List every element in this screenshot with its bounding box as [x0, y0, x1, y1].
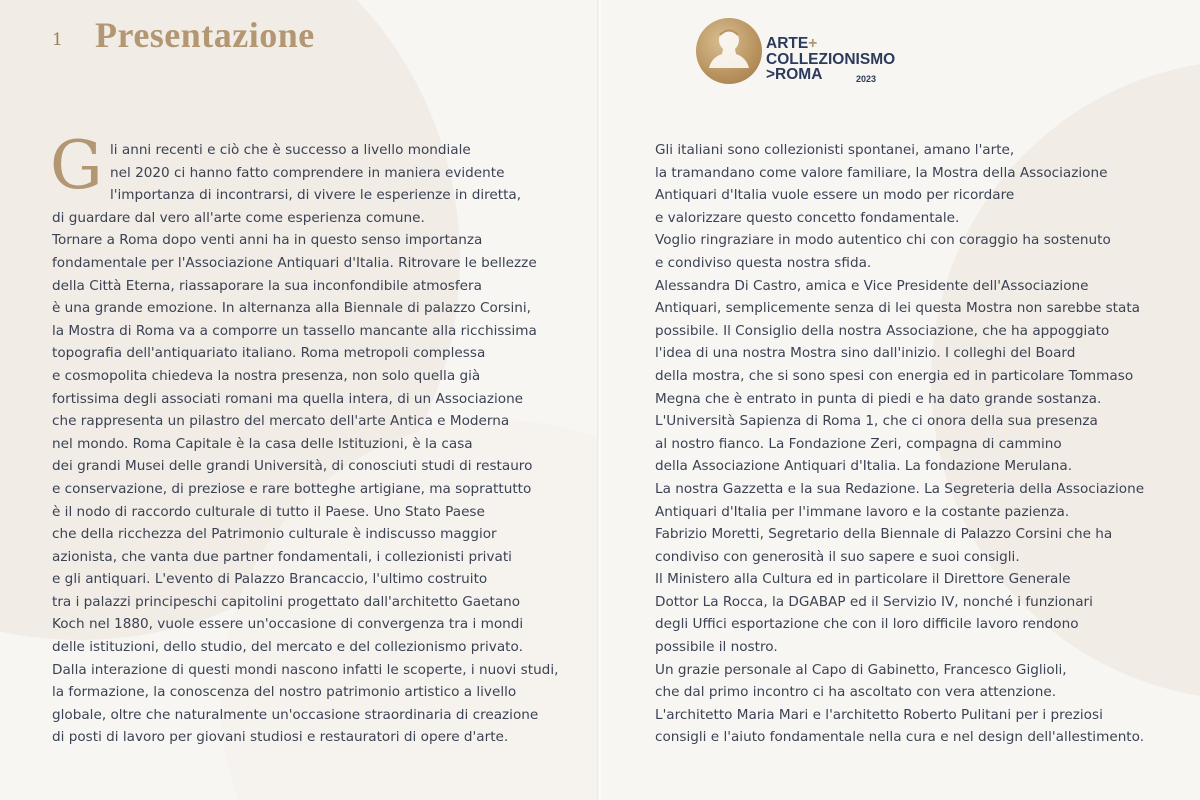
bust-medallion-icon	[696, 18, 762, 84]
text-line: di posti di lavoro per giovani studiosi e restauratori di opere d'arte.	[52, 729, 509, 746]
text-line: delle istituzioni, dello studio, del mercato e del collezionismo privato.	[52, 639, 523, 656]
text-line: che dal primo incontro ci ha ascoltato con vera attenzione.	[655, 684, 1057, 701]
text-line: degli Uffici esportazione che con il loro difficile lavoro rendono	[655, 616, 1079, 633]
text-line: che della ricchezza del Patrimonio culturale è indiscusso maggior	[52, 526, 497, 543]
text-line: Gli italiani sono collezionisti spontanei, amano l'arte,	[655, 142, 1015, 158]
left-text-column	[50, 127, 559, 749]
text-line: Un grazie personale al Capo di Gabinetto, Francesco Giglioli,	[655, 661, 1067, 678]
text-line: L'architetto Maria Mari e l'architetto Roberto Pulitani per i preziosi	[655, 706, 1103, 723]
text-line: al nostro fianco. La Fondazione Zeri, compagna di cammino	[655, 435, 1062, 452]
text-line: nel 2020 ci hanno fatto comprendere in maniera evidente	[110, 164, 505, 181]
text-line: Il Ministero alla Cultura ed in particolare il Direttore Generale	[655, 571, 1071, 588]
text-line: Antiquari, semplicemente senza di lei questa Mostra non sarebbe stata	[655, 300, 1141, 317]
text-line: dei grandi Musei delle grandi Università, di conosciuti studi di restauro	[52, 458, 533, 475]
text-line: e gli antiquari. L'evento di Palazzo Brancaccio, l'ultimo costruito	[52, 571, 488, 588]
text-line: globale, oltre che naturalmente un'occasione straordinaria di creazione	[52, 706, 539, 723]
text-line: fondamentale per l'Associazione Antiquari d'Italia. Ritrovare le bellezze	[52, 254, 537, 271]
text-line: fortissima degli associati romani ma quella intera, di un Associazione	[52, 390, 524, 407]
text-line: di guardare dal vero all'arte come esperienza comune.	[52, 209, 425, 226]
text-line: L'Università Sapienza di Roma 1, che ci onora della sua presenza	[655, 413, 1098, 430]
text-line: condiviso con generosità il suo sapere e suoi consigli.	[655, 548, 1020, 565]
text-line: tra i palazzi principeschi capitolini progettato dall'architetto Gaetano	[52, 593, 521, 610]
text-line: la tramandano come valore familiare, la Mostra della Associazione	[655, 164, 1108, 181]
text-line: e cosmopolita chiedeva la nostra presenza, non solo quella già	[52, 367, 481, 384]
text-line: la formazione, la conoscenza del nostro patrimonio artistico a livello	[52, 684, 517, 701]
text-line: che rappresenta un pilastro del mercato dell'arte Antica e Moderna	[52, 413, 510, 430]
text-line: l'idea di una nostra Mostra sino dall'inizio. I colleghi del Board	[655, 345, 1076, 362]
logo-word-arte: ARTE	[766, 35, 809, 52]
arte-collezionismo-logo	[696, 18, 916, 88]
text-line: li anni recenti e ciò che è successo a livello mondiale	[110, 142, 471, 158]
text-line: La nostra Gazzetta e la sua Redazione. La Segreteria della Associazione	[655, 480, 1145, 497]
text-line: della mostra, che si sono spesi con energia ed in particolare Tommaso	[655, 367, 1134, 384]
text-line: e conservazione, di preziose e rare botteghe artigiane, ma soprattutto	[52, 480, 532, 497]
text-line: la Mostra di Roma va a comporre un tassello mancante alla ricchissima	[52, 322, 537, 339]
logo-text-roma: >ROMA	[766, 66, 823, 83]
text-line: e condiviso questa nostra sfida.	[655, 254, 872, 271]
text-line: Fabrizio Moretti, Segretario della Biennale di Palazzo Corsini che ha	[655, 526, 1113, 543]
page-title: Presentazione	[95, 15, 315, 55]
right-text-column	[655, 139, 1185, 749]
logo-text-arte	[766, 36, 817, 52]
text-line: Dottor La Rocca, la DGABAP ed il Servizio IV, nonché i funzionari	[655, 593, 1093, 610]
text-line: possibile. Il Consiglio della nostra Associazione, che ha appoggiato	[655, 322, 1110, 339]
text-line: Tornare a Roma dopo venti anni ha in questo senso importanza	[52, 232, 483, 249]
text-line: Antiquari d'Italia vuole essere un modo per ricordare	[655, 187, 1015, 204]
text-line: e valorizzare questo concetto fondamentale.	[655, 209, 960, 226]
text-line: Antiquari d'Italia per l'immane lavoro e la costante pazienza.	[655, 503, 1070, 520]
text-line: è una grande emozione. In alternanza alla Biennale di palazzo Corsini,	[52, 300, 531, 317]
logo-text-collezionismo: COLLEZIONISMO	[766, 51, 896, 68]
text-line: Voglio ringraziare in modo autentico chi con coraggio ha sostenuto	[655, 232, 1111, 249]
drop-cap: G	[50, 127, 103, 204]
text-line: Megna che è entrato in punta di piedi e ha dato grande sostanza.	[655, 390, 1102, 407]
text-line: della Città Eterna, riassaporare la sua inconfondibile atmosfera	[52, 277, 482, 294]
text-line: Dalla interazione di questi mondi nascono infatti le scoperte, i nuovi studi,	[52, 661, 559, 678]
text-line: azionista, che vanta due partner fondamentali, i collezionisti privati	[52, 548, 512, 565]
text-line: Alessandra Di Castro, amica e Vice Presidente dell'Associazione	[655, 277, 1089, 294]
text-line: della Associazione Antiquari d'Italia. La fondazione Merulana.	[655, 458, 1073, 475]
text-line: Koch nel 1880, vuole essere un'occasione di convergenza tra i mondi	[52, 616, 524, 633]
logo-plus: +	[808, 35, 818, 52]
right-page	[601, 0, 1200, 800]
text-line: topografia dell'antiquariato italiano. Roma metropoli complessa	[52, 345, 486, 362]
page-number: 1	[52, 30, 63, 50]
text-line: l'importanza di incontrarsi, di vivere le esperienze in diretta,	[110, 187, 522, 204]
text-line: consigli e l'aiuto fondamentale nella cura e nel design dell'allestimento.	[655, 729, 1145, 746]
text-line: è il nodo di raccordo culturale di tutto il Paese. Uno Stato Paese	[52, 503, 485, 520]
text-line: nel mondo. Roma Capitale è la casa delle Istituzioni, è la casa	[52, 435, 473, 452]
text-line: possibile il nostro.	[655, 639, 778, 656]
left-page	[0, 0, 599, 800]
logo-year: 2023	[856, 74, 877, 84]
